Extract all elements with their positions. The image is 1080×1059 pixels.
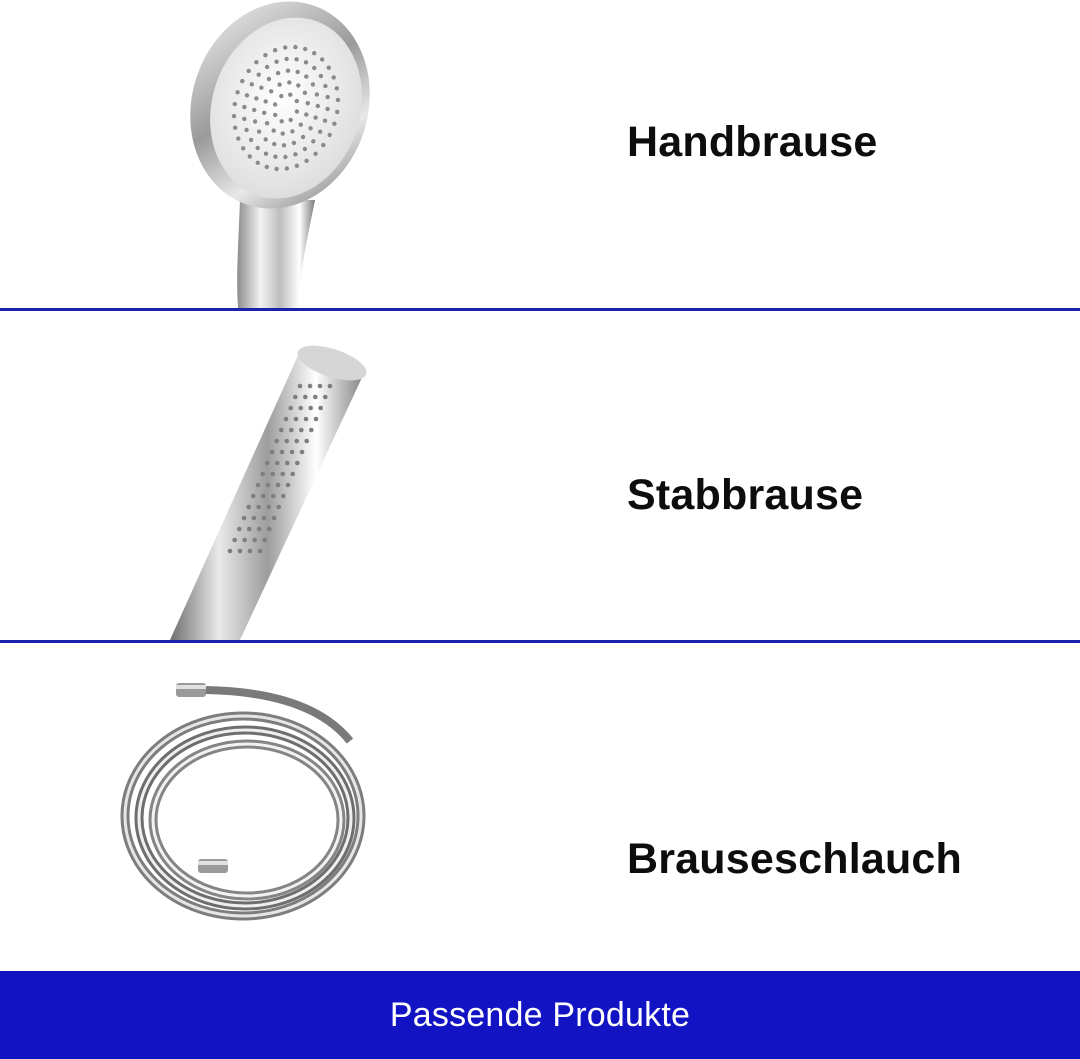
product-label-handbrause: Handbrause	[627, 118, 878, 166]
footer-banner	[0, 971, 1080, 1059]
product-row-stabbrause	[0, 311, 1080, 640]
product-label-stabbrause: Stabbrause	[627, 471, 864, 519]
product-row-brauseschlauch	[0, 643, 1080, 971]
shower-hose-icon	[118, 681, 368, 931]
hand-shower-icon	[180, 0, 400, 308]
stick-shower-icon	[160, 341, 380, 640]
footer-title: Passende Produkte	[389, 995, 691, 1034]
product-row-handbrause	[0, 0, 1080, 308]
product-label-brauseschlauch: Brauseschlauch	[627, 835, 963, 883]
